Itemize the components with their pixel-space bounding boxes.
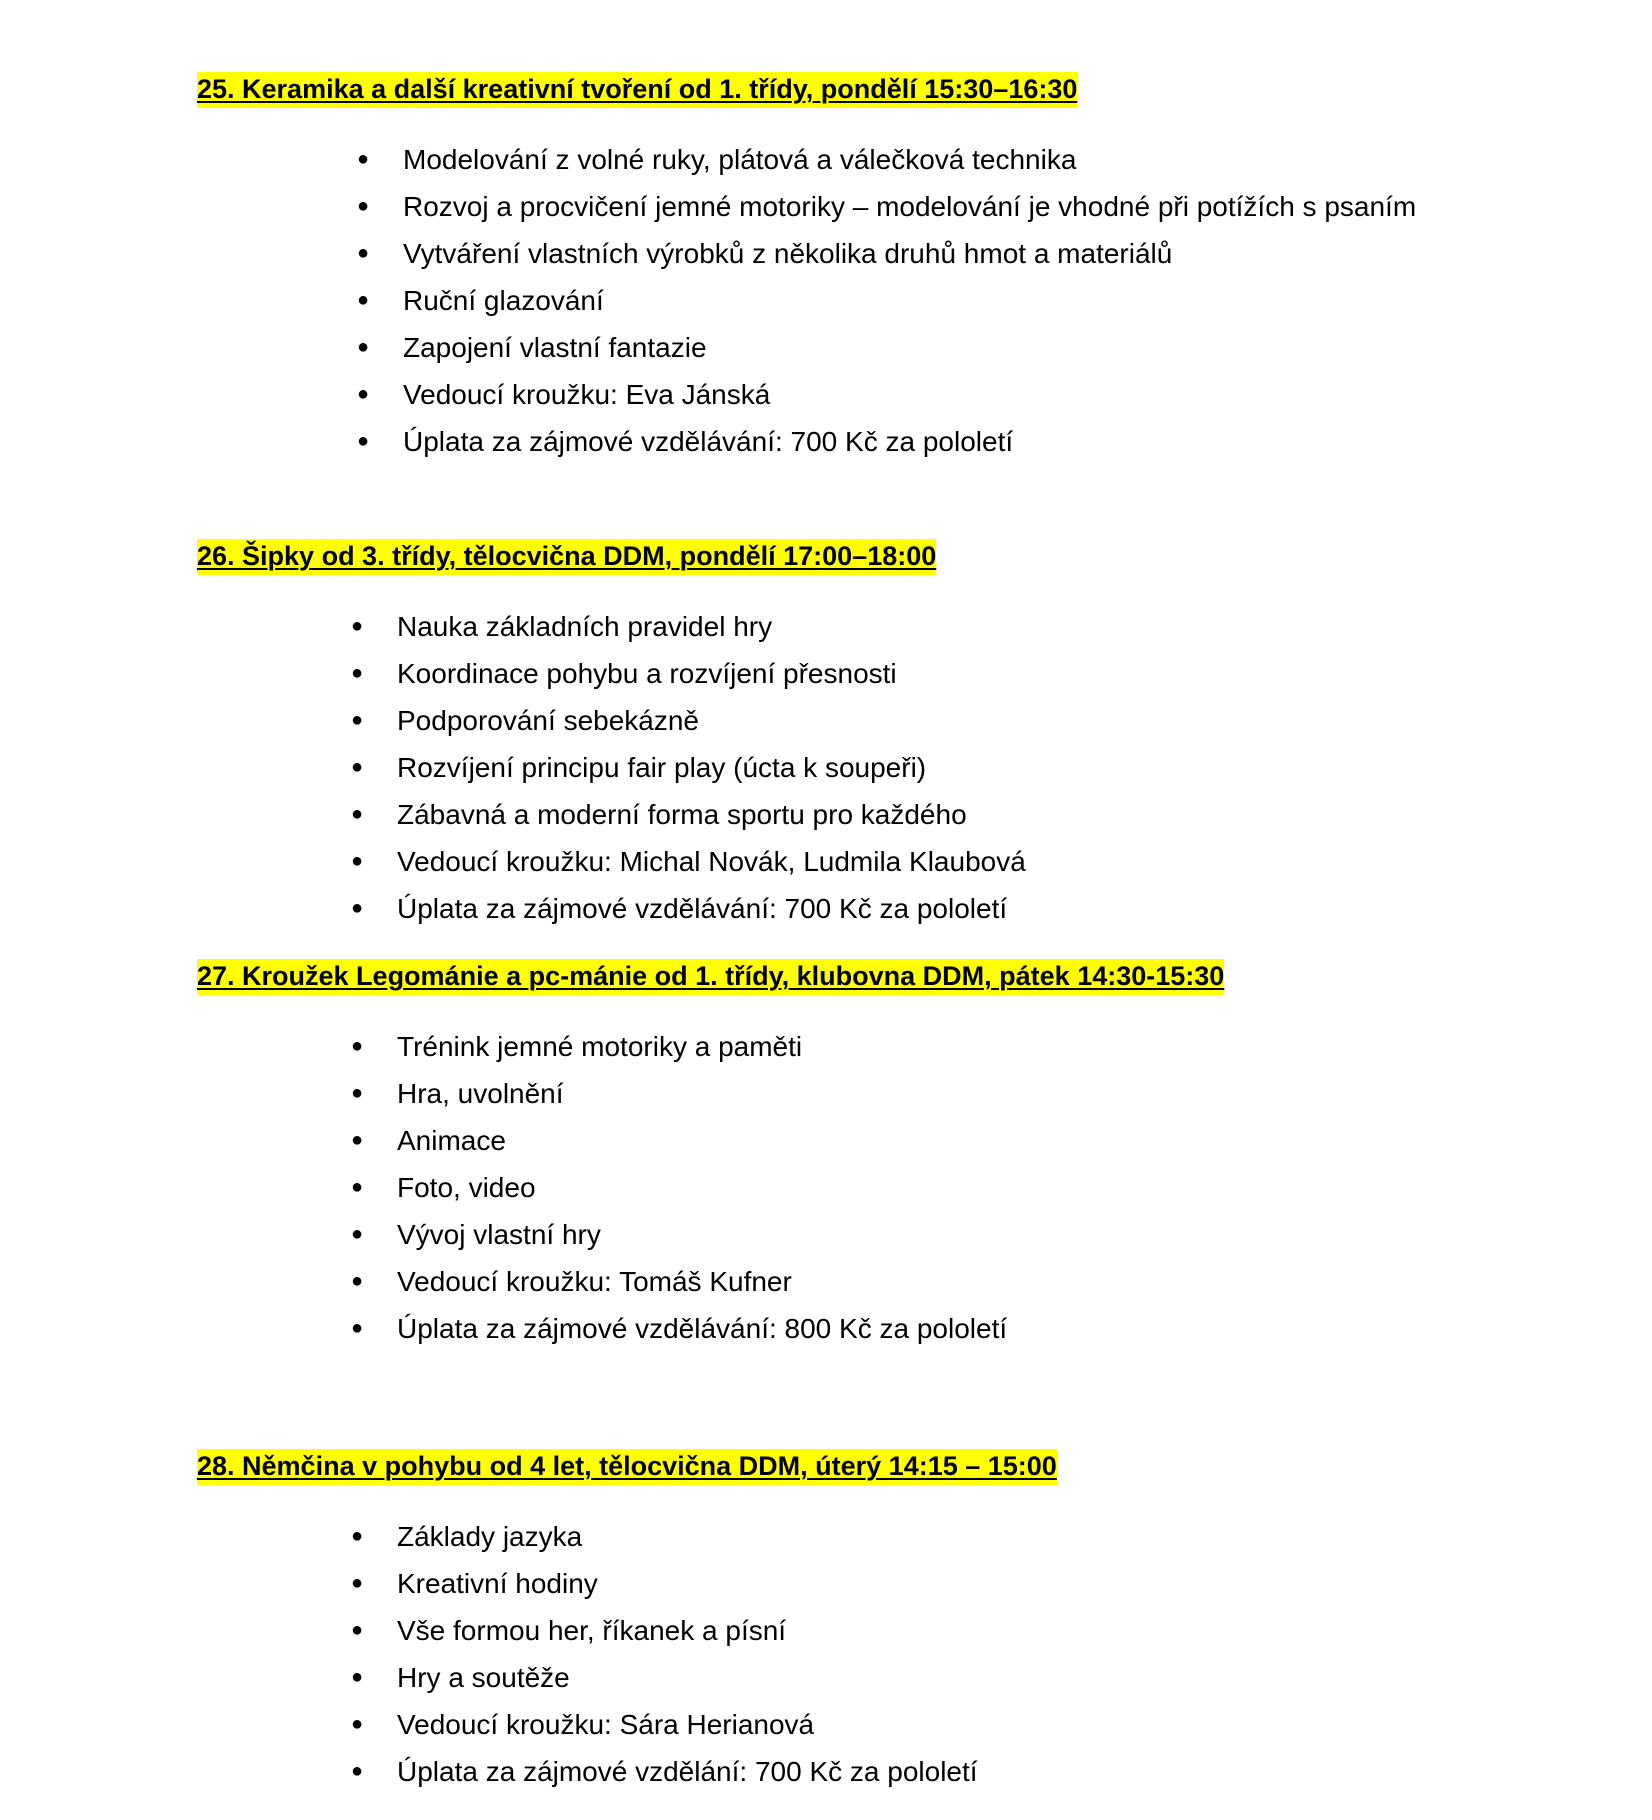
list-item-text: Úplata za zájmové vzdělávání: 700 Kč za pololetí	[397, 893, 1008, 924]
bullet-icon: ●	[350, 1713, 364, 1735]
bullet-icon: ●	[356, 148, 370, 170]
list-item-text: Úplata za zájmové vzdělávání: 700 Kč za pololetí	[403, 426, 1014, 457]
bullet-icon: ●	[350, 803, 364, 825]
list-item	[350, 1654, 978, 1701]
heading-text: 27. Kroužek Legománie a pc-mánie od 1. třídy, klubovna DDM, pátek 14:30-15:30	[197, 959, 1224, 995]
bullet-icon: ●	[350, 662, 364, 684]
list-item-text: Zábavná a moderní forma sportu pro každého	[397, 799, 967, 830]
list-item	[350, 1211, 1007, 1258]
list-item	[350, 1701, 978, 1748]
bullet-icon: ●	[350, 1223, 364, 1245]
list-item	[356, 136, 1383, 183]
list-item	[350, 1513, 978, 1560]
heading-text: 28. Němčina v pohybu od 4 let, tělocvična DDM, úterý 14:15 – 15:00	[197, 1449, 1057, 1485]
list-item	[356, 371, 1383, 418]
section-heading-26	[197, 537, 936, 575]
list-item-text: Ruční glazování	[403, 285, 604, 316]
list-item	[350, 1117, 1007, 1164]
list-item-text: Zapojení vlastní fantazie	[403, 332, 707, 363]
bullet-icon: ●	[350, 1760, 364, 1782]
list-item	[350, 1023, 1007, 1070]
bullet-icon: ●	[356, 383, 370, 405]
list-item-text: Koordinace pohybu a rozvíjení přesnosti	[397, 658, 897, 689]
list-item	[350, 1258, 1007, 1305]
list-item-text: Nauka základních pravidel hry	[397, 611, 773, 642]
list-item	[356, 230, 1383, 277]
bullet-icon: ●	[350, 1270, 364, 1292]
list-item-text: Hra, uvolnění	[397, 1078, 564, 1109]
list-item	[350, 885, 1026, 932]
list-item-text: Vše formou her, říkanek a písní	[397, 1615, 787, 1646]
bullet-list-27	[350, 1023, 1008, 1352]
list-item-text: Vývoj vlastní hry	[397, 1219, 601, 1250]
list-item	[350, 744, 1026, 791]
list-item	[356, 418, 1383, 465]
list-item	[350, 1748, 978, 1795]
bullet-icon: ●	[350, 850, 364, 872]
list-item	[356, 324, 1383, 371]
list-item	[350, 1070, 1007, 1117]
bullet-icon: ●	[350, 1525, 364, 1547]
bullet-icon: ●	[350, 1129, 364, 1151]
heading-text: 25. Keramika a další kreativní tvoření od 1. třídy, pondělí 15:30–16:30	[197, 72, 1077, 108]
list-item-text: Vedoucí kroužku: Sára Herianová	[397, 1709, 815, 1740]
bullet-icon: ●	[356, 430, 370, 452]
list-item	[350, 603, 1026, 650]
list-item	[350, 1164, 1007, 1211]
bullet-icon: ●	[350, 1666, 364, 1688]
list-item	[350, 1607, 978, 1654]
bullet-icon: ●	[350, 1317, 364, 1339]
bullet-icon: ●	[350, 756, 364, 778]
list-item-text: Vedoucí kroužku: Michal Novák, Ludmila Klaubová	[397, 846, 1026, 877]
list-item-text: Hry a soutěže	[397, 1662, 570, 1693]
bullet-list-25	[356, 136, 1417, 465]
bullet-icon: ●	[350, 709, 364, 731]
bullet-icon: ●	[350, 1082, 364, 1104]
list-item	[350, 1305, 1008, 1352]
bullet-icon: ●	[356, 242, 370, 264]
bullet-icon: ●	[350, 1619, 364, 1641]
list-item-text: Kreativní hodiny	[397, 1568, 598, 1599]
list-item	[350, 791, 1026, 838]
list-item-text: Animace	[397, 1125, 506, 1156]
list-item	[350, 697, 1026, 744]
list-item-text: Úplata za zájmové vzdělávání: 800 Kč za pololetí	[397, 1313, 1008, 1344]
list-item-text: Úplata za zájmové vzdělání: 700 Kč za pololetí	[397, 1756, 978, 1787]
list-item-text: Vedoucí kroužku: Eva Jánská	[403, 379, 771, 410]
bullet-icon: ●	[350, 897, 364, 919]
section-heading-27	[197, 957, 1224, 995]
bullet-icon: ●	[350, 1176, 364, 1198]
list-item	[350, 1560, 978, 1607]
list-item	[350, 650, 1026, 697]
list-item-text: Rozvoj a procvičení jemné motoriky – modelování je vhodné při potížích s psaním	[403, 191, 1417, 222]
section-heading-28	[197, 1447, 1057, 1485]
list-item-text: Základy jazyka	[397, 1521, 583, 1552]
bullet-icon: ●	[356, 289, 370, 311]
bullet-list-26	[350, 603, 1026, 932]
bullet-icon: ●	[350, 615, 364, 637]
bullet-icon: ●	[356, 195, 370, 217]
list-item	[350, 838, 1026, 885]
bullet-list-28	[350, 1513, 978, 1795]
list-item	[356, 183, 1417, 230]
list-item-text: Trénink jemné motoriky a paměti	[397, 1031, 803, 1062]
list-item-text: Rozvíjení principu fair play (úcta k soupeři)	[397, 752, 927, 783]
list-item-text: Vedoucí kroužku: Tomáš Kufner	[397, 1266, 792, 1297]
list-item	[356, 277, 1383, 324]
heading-text: 26. Šipky od 3. třídy, tělocvična DDM, pondělí 17:00–18:00	[197, 539, 936, 575]
list-item-text: Modelování z volné ruky, plátová a válečková technika	[403, 144, 1077, 175]
section-heading-25	[197, 70, 1077, 108]
list-item-text: Foto, video	[397, 1172, 536, 1203]
list-item-text: Vytváření vlastních výrobků z několika druhů hmot a materiálů	[403, 238, 1173, 269]
bullet-icon: ●	[350, 1572, 364, 1594]
list-item-text: Podporování sebekázně	[397, 705, 699, 736]
bullet-icon: ●	[356, 336, 370, 358]
bullet-icon: ●	[350, 1035, 364, 1057]
